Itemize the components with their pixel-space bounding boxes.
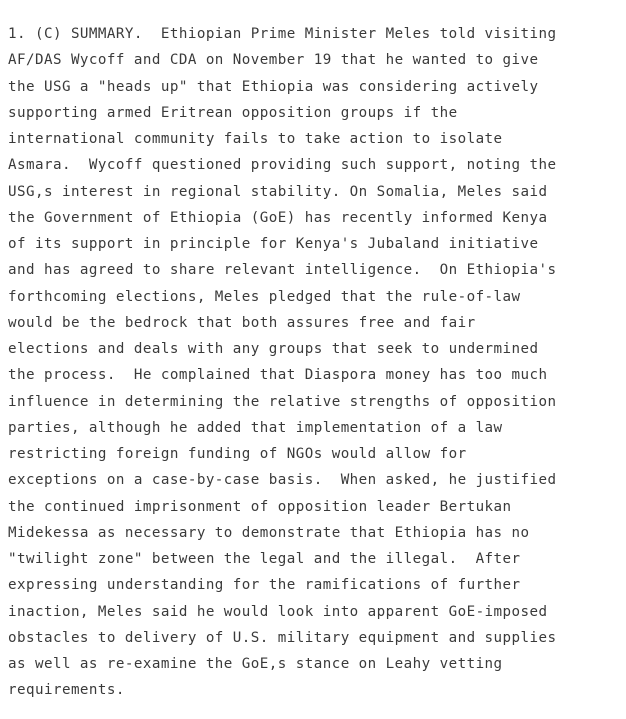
- text-line: Asmara. Wycoff questioned providing such support, noting the: [8, 157, 557, 174]
- text-line: exceptions on a case-by-case basis. When asked, he justified: [8, 472, 557, 489]
- text-line: and has agreed to share relevant intelligence. On Ethiopia's: [8, 262, 557, 279]
- text-line: AF/DAS Wycoff and CDA on November 19 that he wanted to give: [8, 52, 539, 69]
- text-line: the USG a "heads up" that Ethiopia was considering actively: [8, 78, 539, 95]
- text-line: the Government of Ethiopia (GoE) has recently informed Kenya: [8, 209, 548, 226]
- text-line: would be the bedrock that both assures free and fair: [8, 314, 476, 331]
- text-line: as well as re-examine the GoE,s stance on Leahy vetting: [8, 656, 503, 672]
- text-line: forthcoming elections, Meles pledged that the rule-of-law: [8, 288, 521, 305]
- text-line: Midekessa as necessary to demonstrate that Ethiopia has no: [8, 524, 530, 541]
- text-line: obstacles to delivery of U.S. military equipment and supplies: [8, 629, 557, 646]
- text-line: elections and deals with any groups that seek to undermined: [8, 341, 539, 357]
- text-line: restricting foreign funding of NGOs would allow for: [8, 446, 467, 462]
- text-line: "twilight zone" between the legal and the illegal. After: [8, 551, 521, 567]
- text-line: expressing understanding for the ramifications of further: [8, 577, 521, 594]
- text-line: inaction, Meles said he would look into apparent GoE-imposed: [8, 603, 548, 620]
- text-line: requirements.: [8, 682, 125, 699]
- text-line: influence in determining the relative strengths of opposition: [8, 393, 557, 410]
- text-line: supporting armed Eritrean opposition groups if the: [8, 104, 458, 121]
- text-line: international community fails to take action to isolate: [8, 131, 503, 147]
- text-line: 1. (C) SUMMARY. Ethiopian Prime Minister Meles told visiting: [8, 26, 557, 42]
- text-line: the continued imprisonment of opposition leader Bertukan: [8, 498, 512, 515]
- text-line: the process. He complained that Diaspora money has too much: [8, 367, 548, 384]
- text-line: USG,s interest in regional stability. On Somalia, Meles said: [8, 183, 548, 200]
- text-line: parties, although he added that implementation of a law: [8, 419, 503, 436]
- text-line: of its support in principle for Kenya's Jubaland initiative: [8, 236, 539, 252]
